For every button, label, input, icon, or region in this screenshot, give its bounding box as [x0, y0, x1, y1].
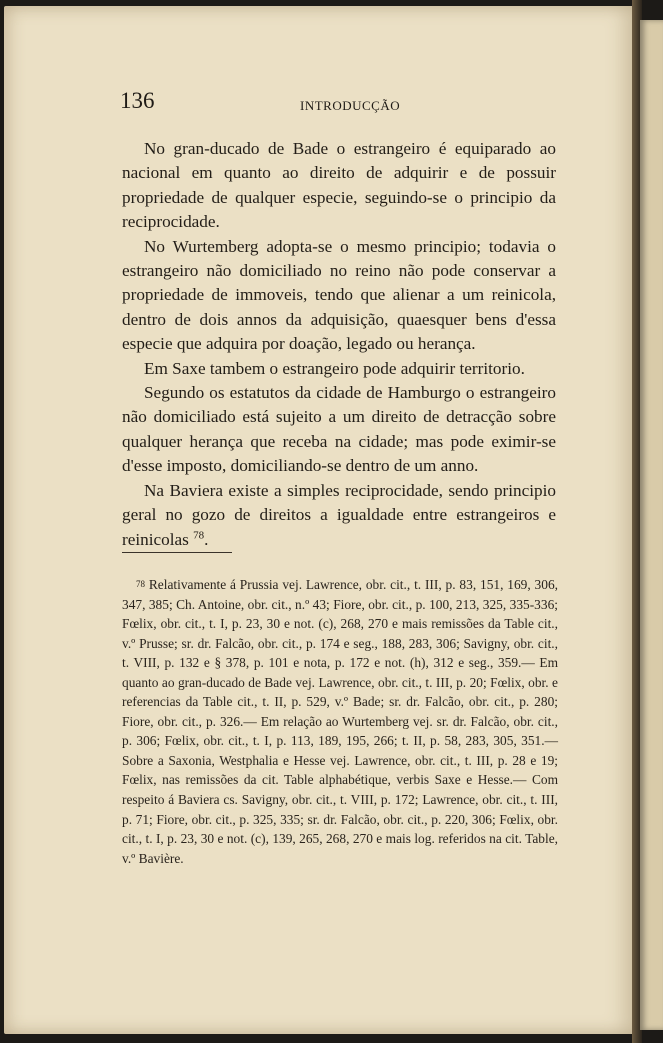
- page-number: 136: [120, 88, 155, 113]
- paragraph: No Wurtemberg adopta-se o mesmo principio; todavia o estrangeiro não domiciliado no reino não pode conservar a propriedade de immoveis, tendo que alienar a um reinicola, dentro de dois annos da adquisição, quaesquer bens d'essa especie que adquira por doação, legado ou herança.: [122, 236, 556, 354]
- page-header: [120, 88, 560, 116]
- footnote-text: Relativamente á Prussia vej. Lawrence, obr. cit., t. III, p. 83, 151, 169, 306, 347, 385; Ch. Antoine, obr. cit., n.º 43; Fiore, obr. cit., p. 100, 213, 325, 335-336; Fœlix, obr. cit., t. I, p. 23, 30 e not. (c), 268, 270 e mais remissões da Table cit., v.º Prusse; sr. dr. Falcão, obr. cit., p. 174 e seg., 188, 283, 306; Savigny, obr. cit., t. VIII, p. 132 e § 378, p. 101 e nota, p. 172 e not. (h), 312 e seg., 359.— Em quanto ao gran-ducado de Bade vej. Lawrence, obr. cit., t. III, p. 20; Fœlix, obr. e referencias da Table cit., t. II, p. 529, v.º Bade; sr. dr. Falcão, obr. cit., p. 280; Fiore, obr. cit., p. 326.— Em relação ao Wurtemberg vej. sr. dr. Falcão, obr. cit., p. 306; Fœlix, obr. cit., t. I, p. 113, 189, 195, 266; t. II, p. 58, 283, 305, 351.— Sobre a Saxonia, Westphalia e Hesse vej. Lawrence, obr. cit., t. III, p. 28 e 19; Fœlix, nas remissões da cit. Table alphabétique, verbis Saxe e Hesse.— Com respeito á Baviera cs. Savigny, obr. cit., t. VIII, p. 172; Lawrence, obr. cit., t. III, p. 71; Fiore, obr. cit., p. 325, 335; sr. dr. Falcão, obr. cit., p. 220, 306; Fœlix, obr. cit., t. I, p. 23, 30 e not. (c), 139, 265, 268, 270 e mais log. referidos na cit. Table, v.º Bavière.: [122, 577, 558, 866]
- footnote-rule: [122, 552, 232, 553]
- paragraph: Segundo os estatutos da cidade de Hamburgo o estrangeiro não domiciliado está sujeito a um direito de detracção sobre qualquer herança que receba na cidade; mas pode eximir-se d'esse imposto, domiciliando-se dentro de um anno.: [122, 383, 556, 476]
- running-head: INTRODUCÇÃO: [300, 98, 401, 113]
- footnote-paragraph: [122, 575, 558, 868]
- footnote: [122, 575, 558, 868]
- footnote-mark: 78: [136, 579, 145, 589]
- paragraph-with-note: Na Baviera existe a simples reciprocidade, sendo principio geral no gozo de direitos a igualdade entre estrangeiros e reinicolas $^{78}$.: [122, 480, 556, 549]
- paragraph: Em Saxe tambem o estrangeiro pode adquirir territorio.: [144, 358, 525, 378]
- body-text: [122, 137, 556, 552]
- footnote-reference[interactable]: 78: [193, 528, 205, 541]
- next-page-edge: [640, 20, 663, 1030]
- paragraph: Na Baviera existe a simples reciprocidade, sendo principio geral no gozo de direitos a igualdade entre estrangeiros e reinicolas: [122, 480, 556, 549]
- paragraph: No gran-ducado de Bade o estrangeiro é equiparado ao nacional em quanto ao direito de adquirir e de possuir propriedade de qualquer especie, seguindo-se o principio da reciprocidade.: [122, 139, 556, 232]
